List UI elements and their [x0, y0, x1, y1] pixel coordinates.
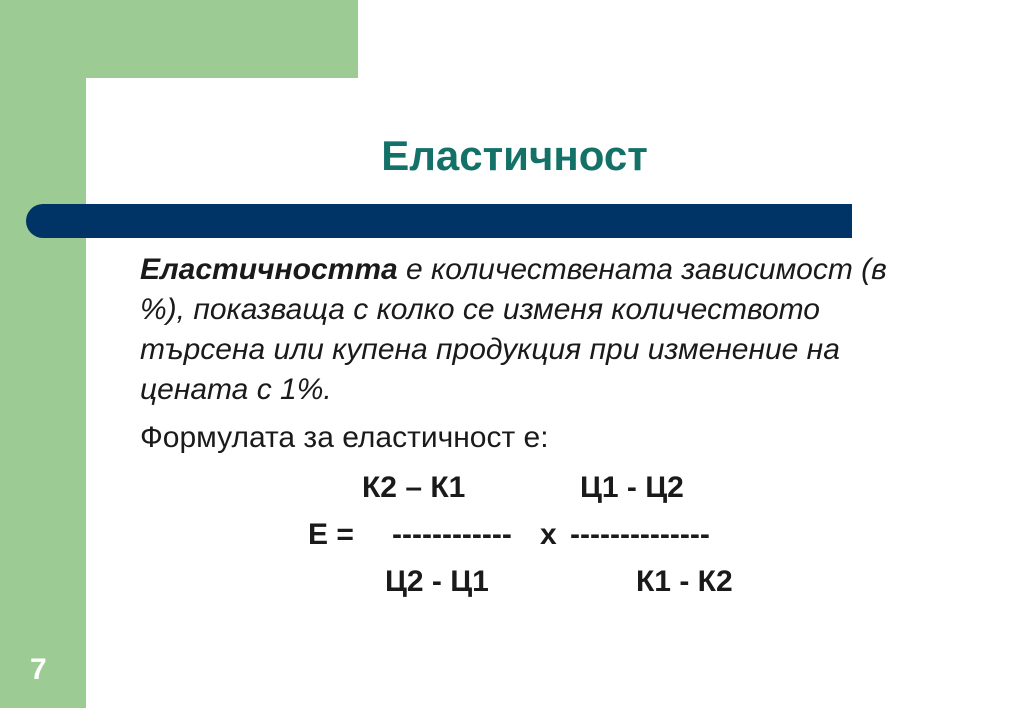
slide-number: 7 [30, 653, 47, 686]
formula-denominator-right: К1 - К2 [636, 565, 733, 598]
formula-times-sign: х [540, 518, 557, 551]
decor-green-left [0, 0, 86, 708]
formula-fraction-bar-right: -------------- [570, 518, 710, 551]
formula-numerator-right: Ц1 - Ц2 [580, 471, 684, 504]
formula-intro: Формулата за еластичност е: [140, 421, 549, 454]
title-divider-bar [26, 204, 852, 238]
definition-text: е количествената зависимост (в %), показваща с колко се изменя количеството търсена или купена продукция при изменение на цената с 1%. [140, 253, 887, 406]
slide-body [140, 250, 900, 458]
formula-denominator-left: Ц2 - Ц1 [385, 565, 489, 598]
formula-fraction-bar-left: ------------ [392, 518, 512, 551]
definition-term: Еластичността [140, 253, 398, 286]
formula-lhs: Е = [308, 518, 354, 551]
formula-numerator-left: К2 – К1 [362, 471, 466, 504]
definition-paragraph [140, 250, 900, 410]
slide-title: Еластичност [381, 132, 648, 179]
